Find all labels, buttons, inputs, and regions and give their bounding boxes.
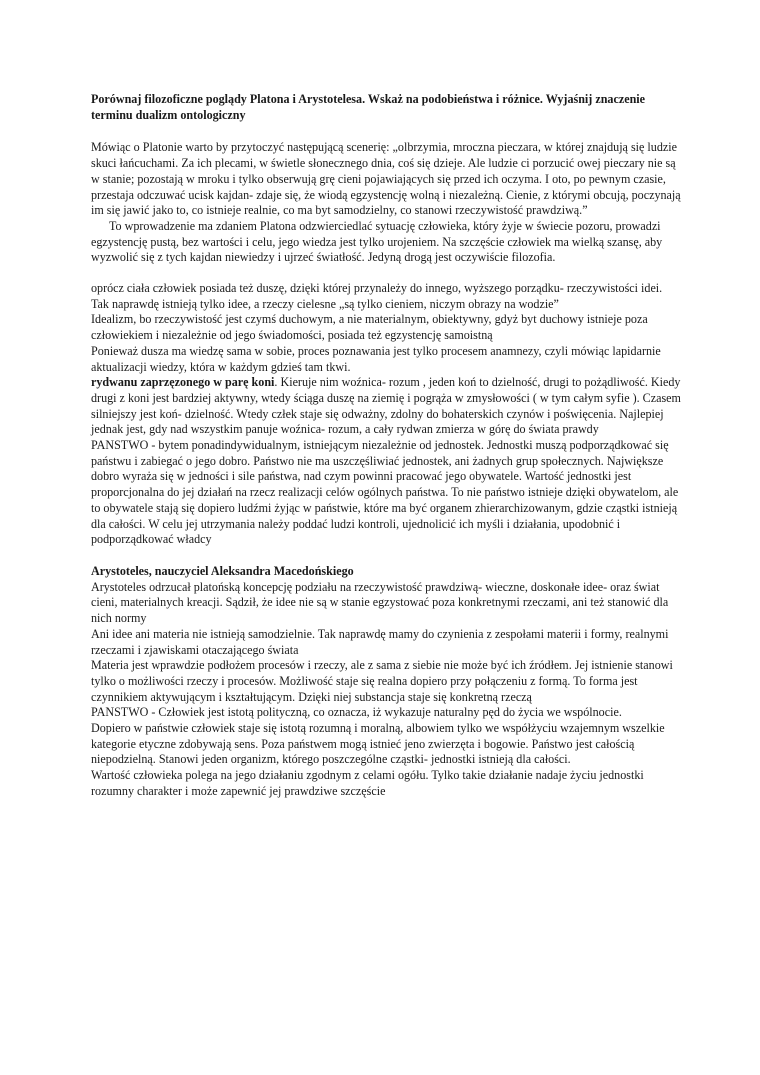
platon-idealism-line: Idealizm, bo rzeczywistość jest czymś duchowym, a nie materialnym, obiektywny, gdyż byt duchowy istnieje poza człowiekiem i niezależnie od jego świadomości, posiada też egzystencję samoistną bbox=[91, 312, 648, 343]
arystoteles-heading: Arystoteles, nauczyciel Aleksandra Macedońskiego bbox=[91, 563, 354, 578]
chariot-description: . Kieruje nim woźnica- rozum , jeden koń to dzielność, drugi to pożądliwość. Kiedy drugi z koni jest bardziej aktywny, wtedy ściąga duszę na ziemię i pogrąża w zmysłowości ( w tym całym syfie ). Czasem silniejszy jest koń- dzielność. Wtedy człek staje się odważny, zdolny do bohaterskich czynów i poświęcenia. Najlepiej jednak jest, gdy nad wszystkim panuje woźnica- rozum, a cały rydwan zmierza w górę do świata prawdy bbox=[91, 375, 681, 437]
platon-ideas-line: Tak naprawdę istnieją tylko idee, a rzeczy cielesne „są tylko cieniem, niczym obrazy na wodzie” bbox=[91, 296, 559, 311]
platon-anamnesis-line: Ponieważ dusza ma wiedzę sama w sobie, proces poznawania jest tylko procesem anamnezy, czyli mówiąc lapidarnie aktualizacji wiedzy, która w każdym gdzieś tam tkwi. bbox=[91, 343, 661, 374]
chariot-bold-phrase: rydwanu zaprzęzonego w parę koni bbox=[91, 375, 275, 390]
section-spacer bbox=[91, 266, 681, 281]
platon-interpretation-paragraph: To wprowadzenie ma zdaniem Platona odzwierciedlać sytuację człowieka, który żyje w świecie pozoru, prowadzi egzystencję pustą, bez wartości i celu, jego wiedza jest tylko urojeniem. Na szczęście człowiek ma wielką szansę, aby wyzwolić się z tych kajdan niewiedzy i ujrzeć światłość. Jedyną drogą jest oczywiście filozofia. bbox=[91, 218, 663, 265]
arystoteles-state-line: PANSTWO - Człowiek jest istotą polityczną, co oznacza, iż wykazuje naturalny pęd do życia we wspólnocie. bbox=[91, 705, 622, 720]
platon-state-paragraph: PANSTWO - bytem ponadindywidualnym, istniejącym niezależnie od jednostek. Jednostki muszą podporządkować się państwu i zabiegać o jego dobro. Państwo nie ma uszczęśliwiać jednostek, ani żadnych grup społecznych. Największe dobro wyraża się w jedności i sile państwa, nad czym powinni pracować jego obywatele. Wartość jednostki jest proporcjonalna do jej działań na rzecz realizacji celów ogólnych państwa. To nie państwo istnieje dzięki obywatelom, ale to obywatele stają się dopiero ludźmi żyjąc w państwie, które ma być organem zhierarchizowanym, gdzie cząstki istnieją dla całości. W celu jej utrzymania należy poddać ludzi kontroli, ujednolicić ich myśli i działania, upodobnić i podporządkować władcy bbox=[91, 438, 679, 547]
page-title: Porównaj filozoficzne poglądy Platona i Arystotelesa. Wskaż na podobieństwa i różnice. Wyjaśnij znaczenie terminu dualizm ontologiczny bbox=[91, 92, 646, 122]
arystoteles-matter-paragraph: Materia jest wprawdzie podłożem procesów i rzeczy, ale z sama z siebie nie może być ich źródłem. Jej istnienie stanowi tylko o możliwości rzeczy i procesów. Możliwość staje się realna dopiero przy połączeniu z formą. To forma jest czynnikiem aktywującym i kształtującym. Dzięki niej substancja staje się konkretną rzeczą bbox=[91, 658, 673, 704]
section-spacer bbox=[91, 548, 681, 564]
arystoteles-state-paragraph: Dopiero w państwie człowiek staje się istotą rozumną i moralną, albowiem tylko we współżyciu wzajemnym wszelkie kategorie etyczne zdobywają sens. Poza państwem mogą istnieć jeno zwierzęta i bogowie. Państwo jest całością niepodzielną. Stanowi jeden organizm, którego poszczególne cząstki- jednostki istnieją dla całości. bbox=[91, 721, 665, 767]
platon-soul-line: oprócz ciała człowiek posiada też duszę, dzięki której przynależy do innego, wyższego porządku- rzeczywistości idei. bbox=[91, 281, 663, 296]
arystoteles-value-paragraph: Wartość człowieka polega na jego działaniu zgodnym z celami ogółu. Tylko takie działanie nadaje życiu jednostki rozumny charakter i może zapewnić jej prawdziwe szczęście bbox=[91, 768, 644, 798]
arystoteles-rejection-paragraph: Arystoteles odrzucał platońską koncepcję podziału na rzeczywistość prawdziwą- wieczne, doskonałe idee- oraz świat cieni, materialnych kreacji. Sądził, że idee nie są w stanie egzystować poza konkretnymi rzeczami, ani też stanowić dla nich normy bbox=[91, 579, 669, 626]
platon-intro-paragraph: Mówiąc o Platonie warto by przytoczyć następującą scenerię: „olbrzymia, mroczna pieczara, w której znajdują się ludzie skuci łańcuchami. Za ich plecami, w świetle słonecznego dnia, coś się dzieje. Ale ludzie ci porzucić owej pieczary nie są w stanie; pozostają w mroku i tylko obserwują grę cieni pojawiających się przed ich oczyma. I oto, po pewnym czasie, przestaja odczuwać ucisk kajdan- zdaje się, że wiodą egzystencję wolną i niezależną. Cienie, z którymi obcują, poczynają im się jawić jako to, co istnieje realnie, co ma byt samodzielny, co stanowi rzeczywistość prawdziwą.” bbox=[91, 140, 681, 218]
platon-chariot-paragraph bbox=[91, 375, 681, 438]
document-page bbox=[91, 92, 681, 800]
arystoteles-neither-paragraph: Ani idee ani materia nie istnieją samodzielnie. Tak naprawdę mamy do czynienia z zespołami materii i formy, realnymi rzeczami i zjawiskami otaczającego świata bbox=[91, 626, 669, 657]
